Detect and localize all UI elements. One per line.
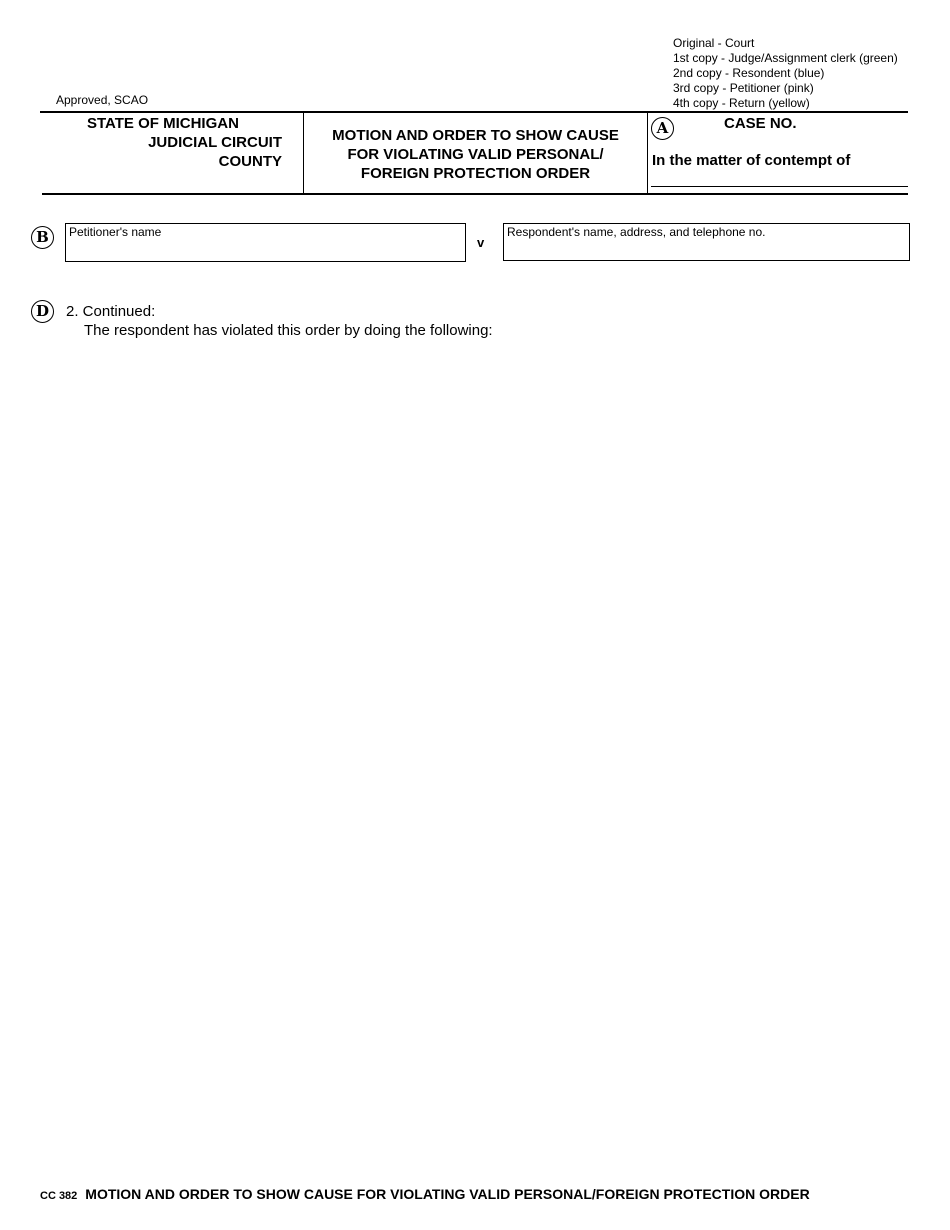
copy-line: 2nd copy - Resondent (blue) xyxy=(673,66,825,80)
copy-line: 4th copy - Return (yellow) xyxy=(673,96,810,110)
header-top-rule xyxy=(40,111,908,113)
respondent-label: Respondent's name, address, and telephone no. xyxy=(507,225,766,239)
copy-distribution xyxy=(673,36,898,111)
header-bottom-rule xyxy=(42,193,908,195)
footer xyxy=(40,1186,810,1204)
section-heading: 2. Continued: xyxy=(66,303,156,320)
matter-input-line[interactable] xyxy=(651,186,908,187)
header-divider xyxy=(647,112,648,194)
circuit-label: JUDICIAL CIRCUIT xyxy=(148,134,282,151)
title-line: FOREIGN PROTECTION ORDER xyxy=(360,165,591,182)
form-code: CC 382 xyxy=(40,1190,78,1202)
approved-label: Approved, SCAO xyxy=(56,93,149,107)
versus-label: v xyxy=(477,235,485,250)
marker-a-icon: A xyxy=(651,117,674,140)
marker-b-icon: B xyxy=(31,226,54,249)
footer-title: MOTION AND ORDER TO SHOW CAUSE FOR VIOLATING VALID PERSONAL/FOREIGN PROTECTION ORDER xyxy=(85,1186,810,1202)
petitioner-label: Petitioner's name xyxy=(69,225,162,239)
copy-line: Original - Court xyxy=(673,36,755,50)
form-title xyxy=(304,126,647,183)
violation-description-area[interactable] xyxy=(84,345,910,1165)
title-line: MOTION AND ORDER TO SHOW CAUSE xyxy=(332,127,619,144)
court-name xyxy=(44,114,282,171)
case-no-label: CASE NO. xyxy=(724,115,797,132)
marker-d-icon: D xyxy=(31,300,54,323)
title-line: FOR VIOLATING VALID PERSONAL/ xyxy=(347,146,604,163)
copy-line: 3rd copy - Petitioner (pink) xyxy=(673,81,814,95)
section-text: The respondent has violated this order by doing the following: xyxy=(84,322,493,339)
respondent-info-field[interactable] xyxy=(503,223,910,261)
matter-label: In the matter of contempt of xyxy=(652,152,851,169)
copy-line: 1st copy - Judge/Assignment clerk (green) xyxy=(673,51,898,65)
county-label: COUNTY xyxy=(218,153,282,170)
section-continued xyxy=(66,302,493,340)
state-label: STATE OF MICHIGAN xyxy=(87,115,239,132)
petitioner-name-field[interactable] xyxy=(65,223,466,262)
